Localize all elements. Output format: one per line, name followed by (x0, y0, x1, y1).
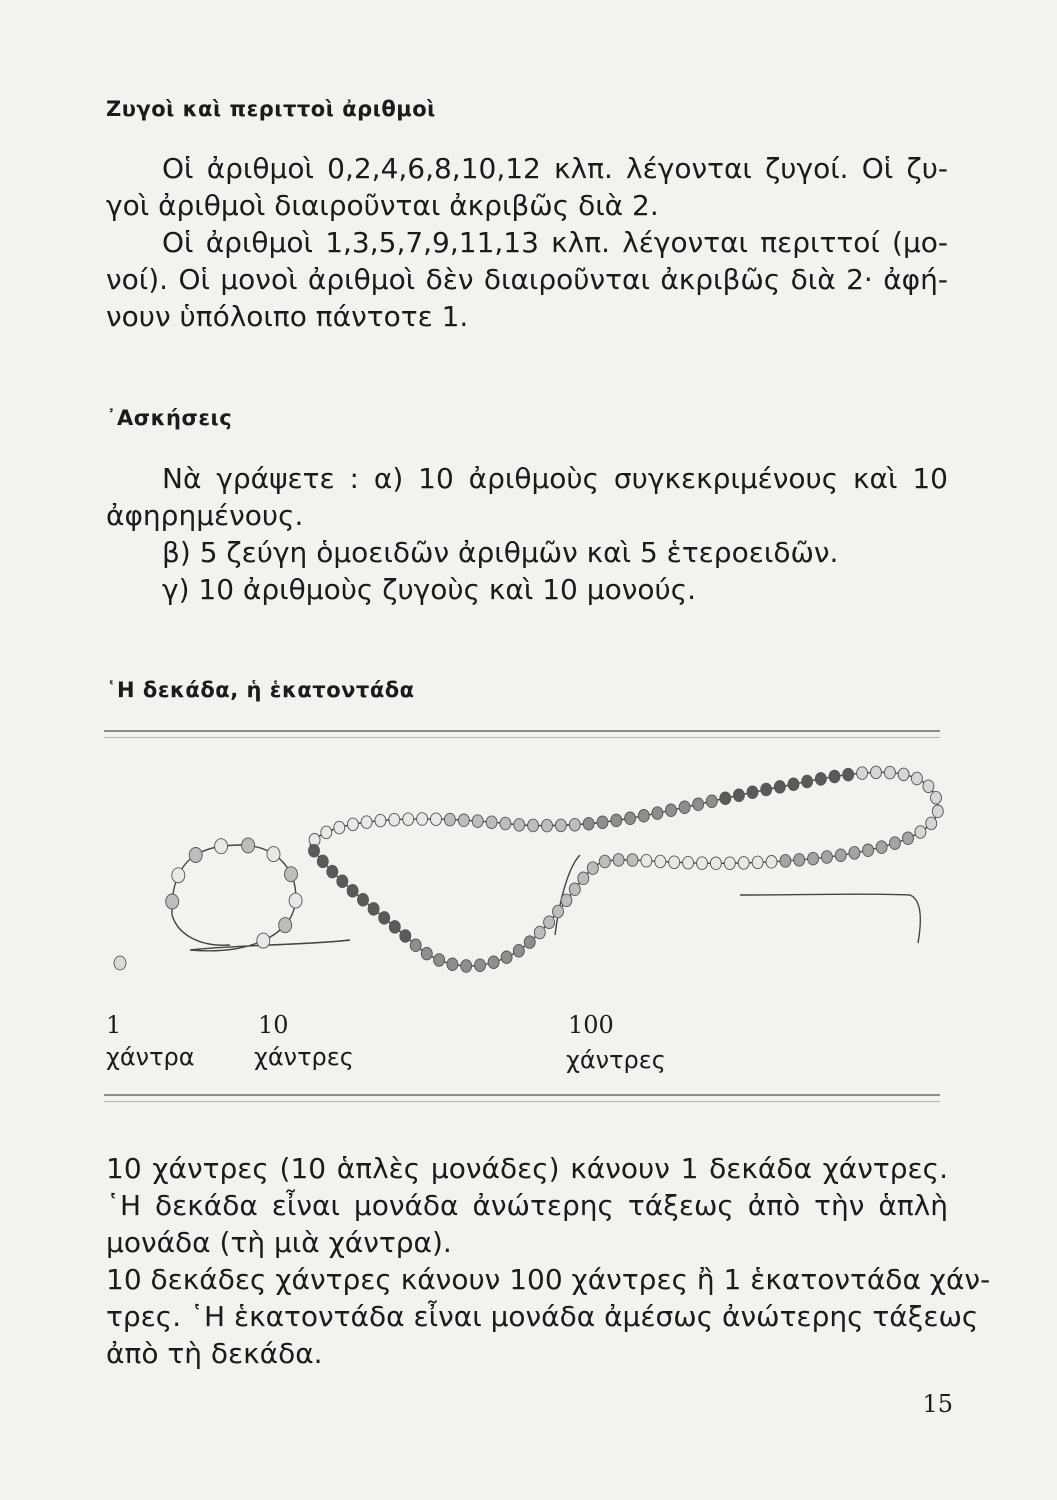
bead-hundred (780, 855, 791, 868)
bead-hundred (829, 770, 840, 783)
bead-hundred (500, 817, 511, 830)
bead-hundred (876, 841, 887, 854)
bead-hundred (514, 819, 525, 832)
bead-hundred (461, 960, 472, 973)
bead-ten (257, 933, 270, 948)
bead-hundred (513, 944, 524, 957)
bead-ten (285, 867, 298, 882)
bead-hundred (599, 855, 610, 868)
divider-bottom-thin (104, 1101, 940, 1102)
text-line: νοί). Οἱ μονοὶ ἀριθμοὶ δὲν διαιροῦνται ἀκριβῶς διὰ 2· ἀφή- (106, 263, 948, 296)
text-line: μονάδα (τὴ μιὰ χάντρα). (106, 1226, 452, 1259)
bead-hundred (389, 813, 400, 826)
bead-hundred (821, 851, 832, 864)
bead-hundred (863, 844, 874, 857)
bead-hundred (931, 791, 942, 804)
bead-hundred (808, 852, 819, 865)
bead-hundred (488, 956, 499, 969)
bead-hundred (444, 813, 455, 826)
bead-hundred (379, 912, 390, 925)
bead-hundred (587, 862, 598, 875)
bead-hundred (361, 816, 372, 829)
text-line: Οἱ ἀριθμοὶ 1,3,5,7,9,11,13 κλπ. λέγονται περιττοί (μο- (162, 226, 948, 259)
bead-hundred (561, 894, 572, 907)
text-line: γ) 10 ἀριθμοὺς ζυγοὺς καὶ 10 μονούς. (162, 573, 697, 606)
caption-ten-number: 10 (258, 1011, 289, 1039)
bead-hundred (327, 865, 338, 878)
bead-hundred (915, 826, 926, 839)
bead-hundred (458, 814, 469, 827)
paragraph-exercises (106, 460, 948, 608)
section-title-even-odd: Ζυγοὶ καὶ περιττοὶ ἀριθμοὶ (106, 97, 436, 121)
caption-one-label: χάντρα (106, 1043, 195, 1071)
bead-hundred (347, 884, 358, 897)
bead-hundred (421, 947, 432, 960)
text-line: ἀφηρημένους. (106, 499, 304, 532)
bead-hundred (693, 798, 704, 811)
bead-hundred (613, 854, 624, 867)
bead-hundred (774, 781, 785, 794)
bead-hundred (358, 894, 369, 907)
bead-hundred (666, 804, 677, 817)
bead-hundred (625, 812, 636, 825)
bead-hundred (569, 818, 580, 831)
divider-top (104, 730, 940, 732)
bead-hundred (747, 786, 758, 799)
bead-ten (289, 893, 302, 908)
bead-single (114, 956, 126, 970)
text-line: ἀπὸ τὴ δεκάδα. (106, 1337, 323, 1370)
bead-hundred (697, 857, 708, 870)
bead-hundred (843, 768, 854, 781)
text-line: τρες. ῾Η ἑκατοντάδα εἶναι μονάδα ἀμέσως ἀνώτερης τάξεως (106, 1300, 979, 1333)
bead-hundred (903, 832, 914, 845)
thread-hundred-tail (740, 894, 920, 943)
bead-hundred (403, 813, 414, 826)
bead-hundred (486, 816, 497, 829)
bead-hundred (733, 789, 744, 802)
text-line: Οἱ ἀριθμοὶ 0,2,4,6,8,10,12 κλπ. λέγονται ζυγοί. Οἱ ζυ- (162, 152, 948, 185)
bead-hundred (766, 856, 777, 869)
bead-hundred (720, 792, 731, 805)
bead-hundred (400, 930, 411, 943)
bead-hundred (553, 905, 564, 918)
bead-hundred (788, 778, 799, 791)
bead-hundred (815, 773, 826, 786)
bead-hundred (472, 815, 483, 828)
caption-one-number: 1 (106, 1011, 122, 1039)
bead-hundred (544, 916, 555, 929)
text-line: 10 χάντρες (10 ἁπλὲς μονάδες) κάνουν 1 δεκάδα χάντρες. (106, 1152, 948, 1185)
bead-hundred (583, 817, 594, 830)
text-line: ῾Η δεκάδα εἶναι μονάδα ἀνώτερης τάξεως ἀπὸ τὴν ἁπλὴ (106, 1189, 948, 1222)
bead-hundred (871, 766, 882, 779)
bead-hundred (849, 847, 860, 860)
bead-hundred (738, 857, 749, 870)
bead-hundred (683, 856, 694, 869)
bead-ten (172, 868, 185, 883)
bead-hundred (475, 959, 486, 972)
bead-hundred (534, 926, 545, 939)
text-line: 10 δεκάδες χάντρες κάνουν 100 χάντρες ἢ 1 ἑκατοντάδα χάν- (106, 1263, 991, 1296)
bead-ten (242, 838, 255, 853)
text-line: Νὰ γράψετε : α) 10 ἀριθμοὺς συγκεκριμένους καὶ 10 (162, 462, 948, 495)
bead-hundred (309, 844, 320, 857)
bead-hundred (555, 819, 566, 832)
bead-ten (189, 848, 202, 863)
bead-hundred (542, 819, 553, 832)
bead-hundred (884, 766, 895, 779)
paragraph-tens-hundreds (106, 1150, 991, 1372)
bead-hundred (524, 936, 535, 949)
bead-hundred (932, 805, 943, 818)
bead-strings-figure (100, 745, 960, 990)
bead-hundred (410, 939, 421, 952)
bead-hundred (710, 857, 721, 870)
bead-hundred (375, 814, 386, 827)
bead-hundred (889, 837, 900, 850)
beads (114, 766, 943, 972)
thread-ten-end (172, 915, 230, 945)
bead-hundred (802, 775, 813, 788)
bead-hundred (752, 856, 763, 869)
bead-hundred (417, 813, 428, 826)
bead-hundred (347, 818, 358, 831)
bead-hundred (669, 856, 680, 869)
bead-hundred (317, 855, 328, 868)
bead-hundred (569, 883, 580, 896)
section-title-exercises: ᾿Ασκήσεις (106, 406, 233, 430)
bead-hundred (368, 903, 379, 916)
bead-hundred (627, 854, 638, 867)
bead-hundred (431, 813, 442, 826)
bead-hundred (597, 816, 608, 829)
text-line: γοὶ ἀριθμοὶ διαιροῦνται ἀκριβῶς διὰ 2. (106, 189, 659, 222)
bead-hundred (926, 817, 937, 830)
bead-hundred (835, 849, 846, 862)
paragraph-even-odd (106, 150, 948, 335)
bead-hundred (655, 855, 666, 868)
bead-hundred (447, 958, 458, 971)
divider-bottom (104, 1094, 940, 1096)
bead-hundred (794, 854, 805, 867)
bead-hundred (898, 768, 909, 781)
section-title-tens-hundreds: ῾Η δεκάδα, ἡ ἑκατοντάδα (106, 678, 415, 702)
bead-hundred (528, 819, 539, 832)
caption-ten-label: χάντρες (254, 1043, 354, 1071)
bead-hundred (578, 872, 589, 885)
bead-hundred (321, 826, 332, 839)
bead-ten (279, 918, 292, 933)
bead-hundred (337, 875, 348, 888)
bead-hundred (652, 807, 663, 820)
bead-hundred (389, 921, 400, 934)
bead-hundred (334, 821, 345, 834)
bead-hundred (724, 857, 735, 870)
caption-hundred-number: 100 (568, 1011, 614, 1039)
bead-hundred (641, 854, 652, 867)
bead-ten (166, 894, 179, 909)
bead-hundred (434, 954, 445, 967)
bead-hundred (857, 767, 868, 780)
bead-hundred (923, 780, 934, 793)
bead-hundred (761, 783, 772, 796)
divider-top-thin (104, 737, 940, 738)
text-line: νουν ὑπόλοιπο πάντοτε 1. (106, 300, 469, 333)
bead-ten (267, 847, 280, 862)
page-number: 15 (922, 1390, 953, 1418)
bead-hundred (679, 801, 690, 814)
bead-hundred (911, 772, 922, 785)
text-line: β) 5 ζεύγη ὁμοειδῶν ἀριθμῶν καὶ 5 ἑτεροειδῶν. (162, 536, 839, 569)
bead-hundred (611, 814, 622, 827)
bead-hundred (638, 810, 649, 823)
bead-hundred (706, 795, 717, 808)
bead-hundred (501, 951, 512, 964)
caption-hundred-label: χάντρες (566, 1046, 666, 1074)
bead-ten (215, 839, 228, 854)
